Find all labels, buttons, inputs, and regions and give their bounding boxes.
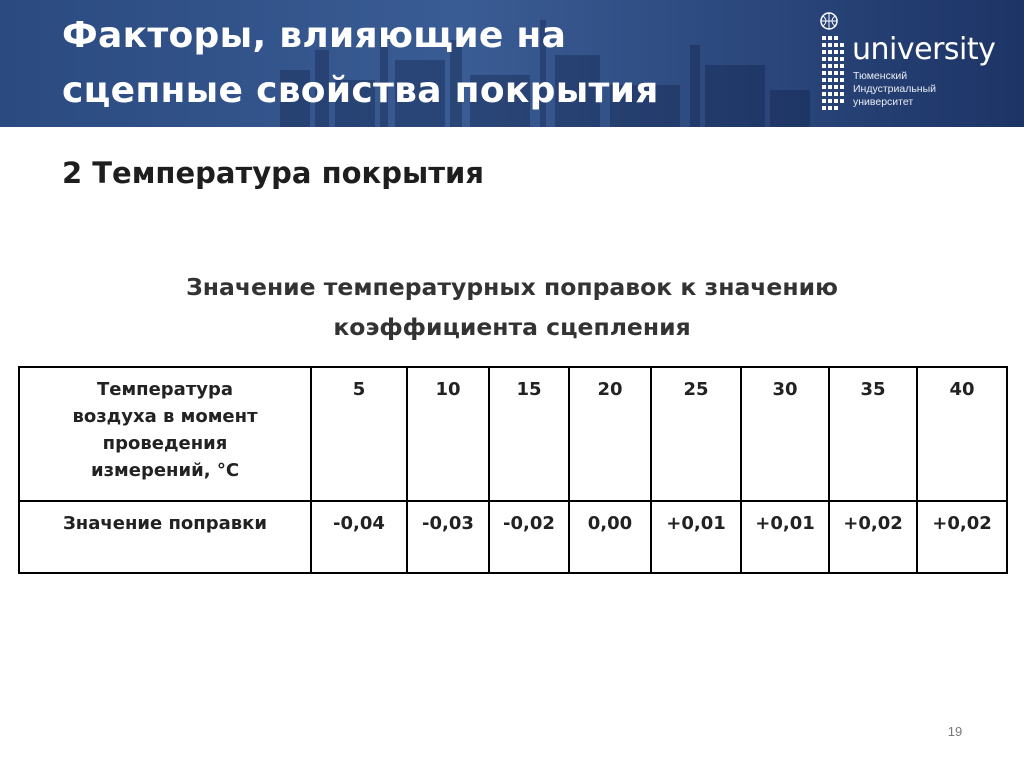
correction-cell: 0,00: [569, 501, 651, 573]
correction-row-label: Значение поправки: [19, 501, 311, 573]
page-number: 19: [947, 724, 963, 739]
correction-cell: +0,01: [651, 501, 741, 573]
table-header-label: [19, 367, 311, 501]
header-label-line: измерений, °C: [90, 460, 240, 481]
slide-title-line-2: сцепные свойства покрытия: [62, 70, 659, 111]
university-logo: [818, 12, 1008, 112]
correction-cell: +0,02: [829, 501, 917, 573]
temperature-cell: 10: [407, 367, 489, 501]
temperature-correction-table: [18, 366, 1008, 574]
correction-cell: +0,01: [741, 501, 829, 573]
temperature-cell: 40: [917, 367, 1007, 501]
correction-cell: -0,02: [489, 501, 569, 573]
temperature-cell: 25: [651, 367, 741, 501]
logo-wordmark: university: [852, 32, 996, 67]
slide-title: [62, 8, 762, 118]
table-header-row: [19, 367, 1007, 501]
slide-title-line-1: Факторы, влияющие на: [62, 15, 567, 56]
university-logo-icon: [818, 12, 848, 110]
section-heading: 2 Температура покрытия: [62, 156, 484, 190]
temperature-cell: 35: [829, 367, 917, 501]
temperature-cell: 15: [489, 367, 569, 501]
temperature-cell: 5: [311, 367, 407, 501]
table-correction-row: [19, 501, 1007, 573]
table-caption-line-2: коэффициента сцепления: [333, 313, 691, 341]
logo-subtitle-line: Индустриальный: [853, 83, 937, 95]
logo-subtitle-line: Тюменский: [853, 70, 908, 82]
slide-header: [0, 0, 1024, 127]
header-label-line: воздуха в момент: [72, 406, 258, 427]
header-label-line: Температура: [96, 379, 234, 400]
header-label-line: проведения: [102, 433, 228, 454]
logo-subtitle-line: университет: [853, 96, 914, 108]
table-caption-line-1: Значение температурных поправок к значению: [186, 273, 838, 301]
temperature-cell: 30: [741, 367, 829, 501]
temperature-cell: 20: [569, 367, 651, 501]
logo-subtitle: [853, 70, 1003, 109]
table-caption: [60, 267, 964, 347]
correction-cell: -0,04: [311, 501, 407, 573]
correction-cell: -0,03: [407, 501, 489, 573]
correction-cell: +0,02: [917, 501, 1007, 573]
